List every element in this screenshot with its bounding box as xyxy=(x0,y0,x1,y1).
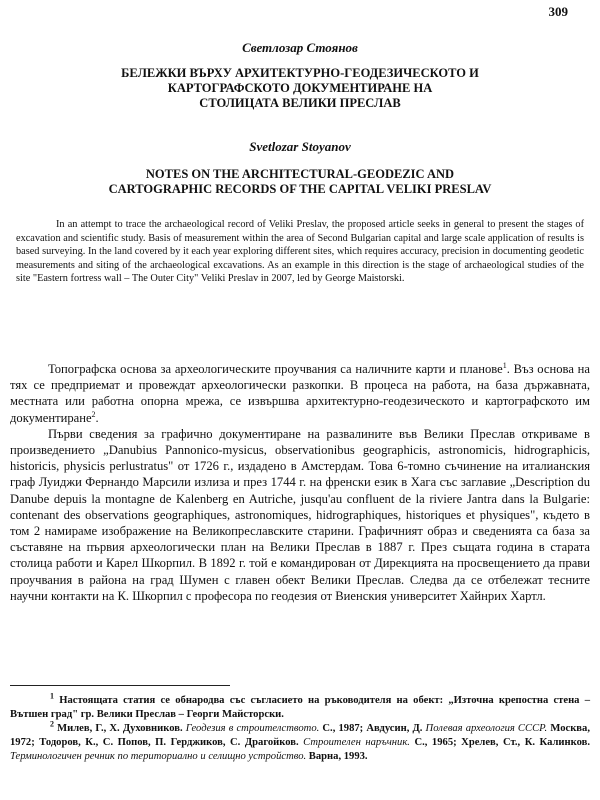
bg-title-line-3: СТОЛИЦАТА ВЕЛИКИ ПРЕСЛАВ xyxy=(199,96,401,110)
paragraph-1-text-b: . Въз основа на тях се предприемат и провеждат археологически разкопки. В процеса на работа, на база държавната, местната или работна опорна мрежа, се извършва архитектурно-геодезическото и картографското им документиране xyxy=(10,362,590,425)
footnote-2-title-4: Терминологичен речник по териториално и селищно устройство. xyxy=(10,751,307,762)
footnotes xyxy=(10,691,590,764)
bg-title-line-2: КАРТОГРАФСКОТО ДОКУМЕНТИРАНЕ НА xyxy=(167,81,433,95)
footnote-2 xyxy=(10,719,590,764)
footnote-1-text: Настоящата статия се обнародва със съгласието на ръководителя на обект: „Източна крепостна стена – Вътшен град" гр. Велики Преслав – Георги Майсторски. xyxy=(10,695,590,720)
paragraph-2: Първи сведения за графично документиране на развалините във Велики Преслав откриваме в произведението „Danubius Pannonico-mysicus, observationibus geographicis, astronomicis, hidrographicis, historicis, physicis perlustratus" от 1726 г., издадено в Амстердам. Това 6-томно съчинение на италианския граф Луиджи Фернандо Марсили излиза и през 1744 г. на френски език в Хага със заглавие „Description du Danube depuis la montagne de Kalenberg en Autriche, jusqu'au confluent de la riviere Jantra dans la Bulgarie: contenant des observations geographiques, astronomiques, hidrographiques, historiques et physiques", където в том 2 намираме изображение на Великопреславските старини. Графичният образ и сведенията са база за съставяне на първия археологически план на Велики Преслав в 1887 г. През същата година в старата столица работи и Карел Шкорпил. В 1892 г. той е командирован от Дирекцията на просвещението да прави проучвания в района на град Шумен с главен обект Велики Преслав. Следва да се отбележат тесните научни контакти на К. Шкорпил с професора по геодезия от Виенския университет Хайнрих Хартл. xyxy=(10,426,590,603)
footnote-1 xyxy=(10,691,590,722)
en-title-line-2: CARTOGRAPHIC RECORDS OF THE CAPITAL VELIKI PRESLAV xyxy=(108,182,492,196)
footnote-ref-1: 1 xyxy=(502,360,507,370)
footnote-2-title-1: Геодезия в строителството. xyxy=(182,723,320,734)
en-title-line-1: NOTES ON THE ARCHITECTURAL-GEODEZIC AND xyxy=(145,167,455,181)
abstract: In an attempt to trace the archaeological record of Veliki Preslav, the proposed article seeks in general to present the stages of excavation and scientific study. Basis of measurement within the area of Second Bulgarian capital and large scale application of results is based surveying. In the land covered by it each year exploring different sites, which requires accuracy, precision in documenting geodetic measurements and siting of the archaeological excavations. As an example in this direction is the stage of archaeological studies of the site "Eastern fortress wall – The Outer City" Veliki Preslav in 2007, led by George Maistorski. xyxy=(16,219,584,285)
page-number: 309 xyxy=(548,4,568,19)
paragraph-1-text-c: . xyxy=(95,410,99,425)
paragraph-1-text-a: Топографска основа за археологическите проучвания са наличните карти и планове xyxy=(48,362,503,376)
footnote-1-number: 1 xyxy=(50,691,54,701)
body-text xyxy=(10,361,590,604)
footnote-2-number: 2 xyxy=(50,719,54,729)
footnote-2-pub-4: Варна, 1993. xyxy=(306,751,368,762)
paragraph-1 xyxy=(10,361,590,426)
footnote-2-title-2: Полевая археология СССР. xyxy=(422,723,548,734)
footnote-2-pub-3: С., 1965; Хрелев, Ст., К. Калинков. xyxy=(409,737,590,748)
en-author: Svetlozar Stoyanov xyxy=(249,139,351,154)
en-header xyxy=(0,139,600,197)
bg-title-line-1: БЕЛЕЖКИ ВЪРХУ АРХИТЕКТУРНО-ГЕОДЕЗИЧЕСКОТО И xyxy=(121,66,479,80)
footnote-2-authors-1: Милев, Г., Х. Духовников. xyxy=(54,723,183,734)
bg-author: Светлозар Стоянов xyxy=(242,40,358,55)
bg-header xyxy=(0,40,600,111)
footnote-2-pub-1: С., 1987; Авдусин, Д. xyxy=(319,723,423,734)
footnote-2-title-3: Строителен наръчник. xyxy=(298,737,410,748)
footnote-2-pub-2: Москва, 1972; Тодоров, К., С. Попов, П. Герджиков, С. Драгойков. xyxy=(10,723,590,748)
footnote-ref-2: 2 xyxy=(91,409,96,419)
footnote-divider xyxy=(10,685,230,686)
